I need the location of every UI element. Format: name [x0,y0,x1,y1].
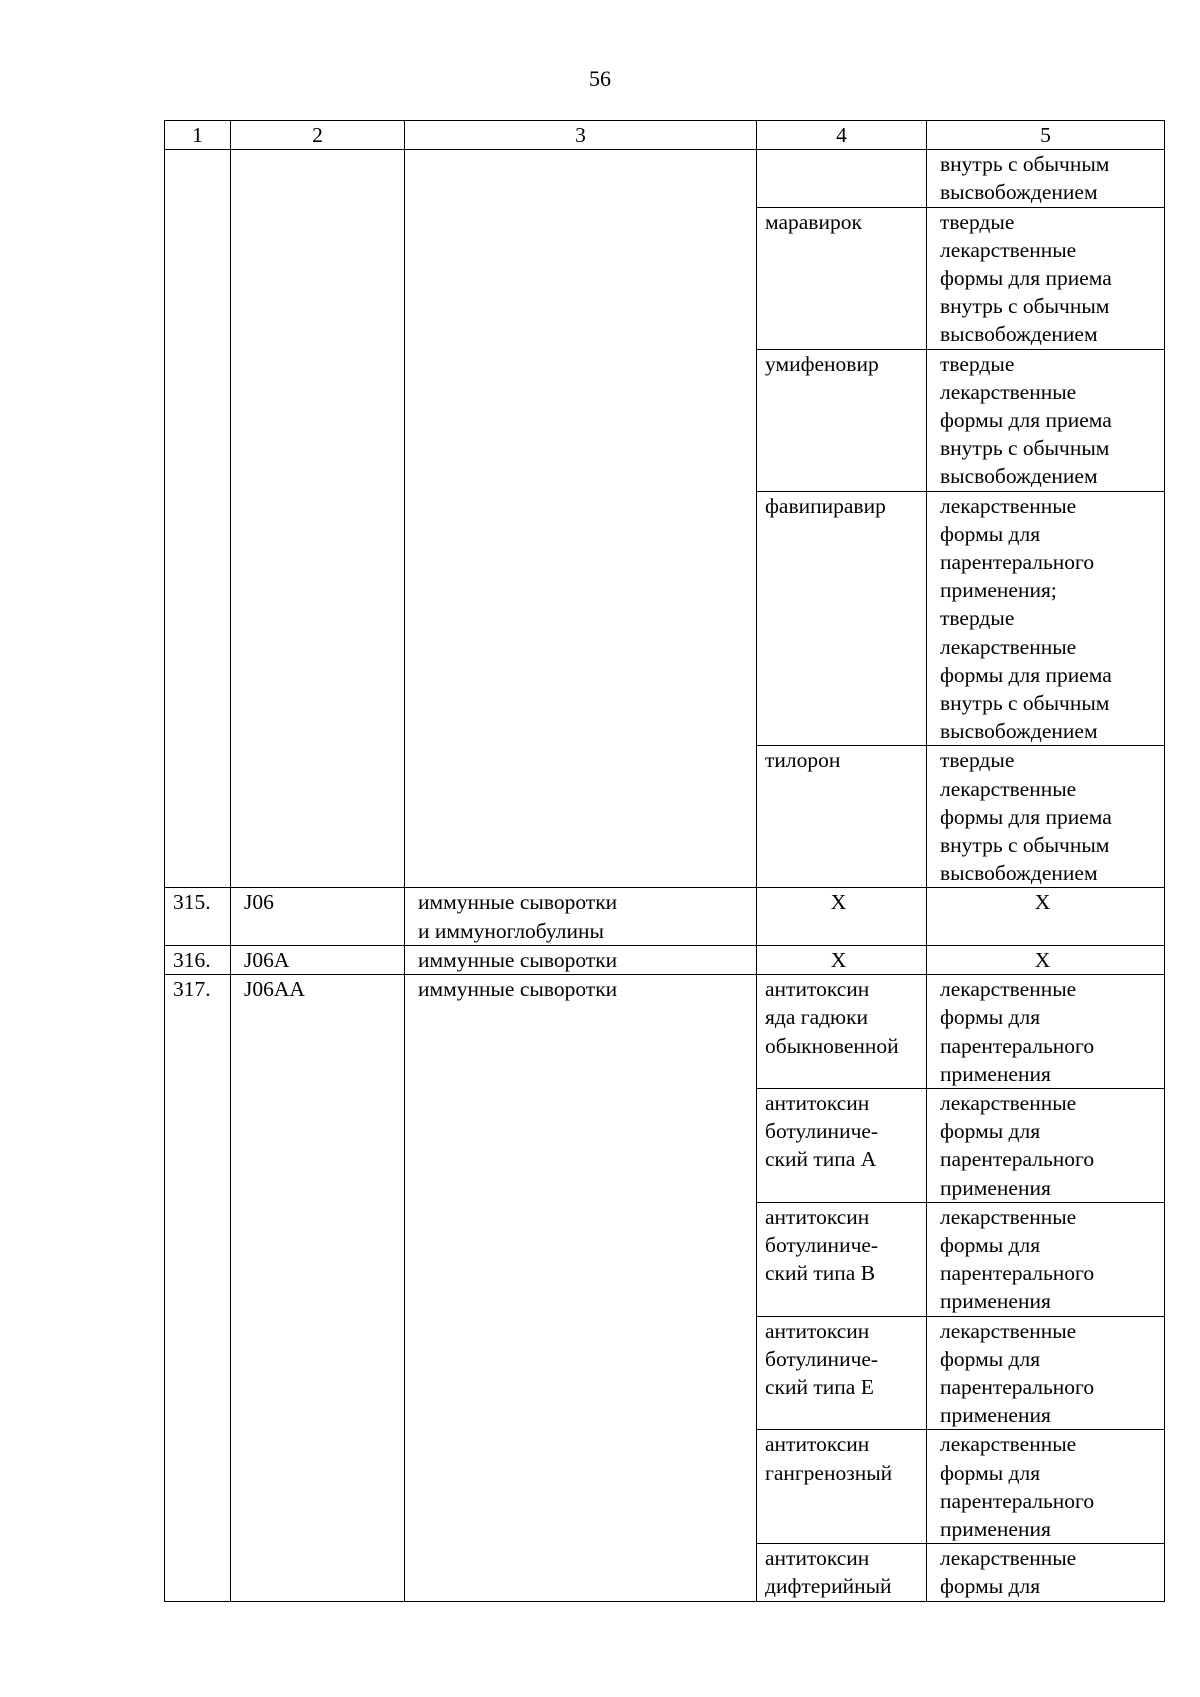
cell-text-line: формы для приема [940,804,1112,829]
cell-text-line: применения [940,1516,1051,1541]
cell-text-line: антитоксин [765,1204,870,1229]
cell-text-line: Х [1034,947,1051,972]
drug-name-cell [757,207,927,349]
table-row [165,150,1165,207]
cell-text-line: лекарственные [940,776,1077,801]
drug-name-cell [757,1088,927,1202]
dosage-form-cell [927,349,1165,491]
cell-text-line: антитоксин [765,977,870,1002]
dosage-form-cell [927,207,1165,349]
row-number-cell [165,888,231,945]
cell-text-line: применения [940,1403,1051,1428]
atc-code-cell [231,975,405,1601]
column-header-3 [405,121,757,150]
cell-text-line: лекарственные [940,379,1077,404]
drug-table [164,120,1165,1602]
cell-text-line: формы для [940,521,1041,546]
cell-text-line: антитоксин [765,1090,870,1115]
cell-text-line: лекарственные [940,1204,1077,1229]
cell-text-line: 5 [1040,123,1051,147]
header-row [165,121,1165,150]
dosage-form-cell [927,1316,1165,1430]
cell-text-line: твердые [940,606,1015,631]
cell-text-line: дифтерийный [765,1574,892,1599]
cell-text-line: формы для [940,1232,1041,1257]
cell-text-line: яда гадюки [765,1005,869,1030]
cell-text-line: высвобождением [940,322,1098,347]
row-number-cell [165,945,231,974]
cell-text-line: гангренозный [765,1460,893,1485]
cell-text-line: лекарственные [940,1090,1077,1115]
dosage-form-cell [927,150,1165,207]
drug-name-cell [757,491,927,746]
cell-text-line: высвобождением [940,861,1098,886]
cell-text-line: применения; [940,578,1057,603]
cell-text-line: лекарственные [940,977,1077,1002]
cell-text-line: высвобождением [940,719,1098,744]
cell-text-line: J06 [244,890,274,915]
cell-text-line: твердые [940,209,1015,234]
cell-text-line: ский типа А [765,1147,877,1172]
cell-text-line: внутрь с обычным [940,294,1110,319]
cell-text-line: и иммуноглобулины [418,918,604,943]
cell-text-line: лекарственные [940,237,1077,262]
cell-text-line: Х [1034,890,1051,915]
cell-text-line: 317. [173,977,211,1002]
drug-name-cell [757,1202,927,1316]
cell-text-line: Х [830,947,847,972]
cell-text-line: лекарственные [940,634,1077,659]
dosage-form-cell [927,1088,1165,1202]
cell-text-line: умифеновир [765,351,879,376]
group-name-cell [405,945,757,974]
cell-text-line: 316. [173,947,211,972]
cell-text-line: парентерального [940,1374,1095,1399]
drug-name-cell [757,349,927,491]
atc-code-cell [231,150,405,888]
dosage-form-cell [927,1544,1165,1601]
row-number-cell [165,975,231,1601]
cell-text-line: J06AA [244,977,305,1002]
cell-text-line: ботулиниче- [765,1119,879,1144]
cell-text-line: формы для приема [940,662,1112,687]
table-row [165,888,1165,945]
cell-text-line: обыкновенной [765,1033,899,1058]
dosage-form-cell [927,746,1165,888]
cell-text-line: парентерального [940,550,1095,575]
cell-text-line: формы для приема [940,408,1112,433]
dosage-form-cell [927,975,1165,1089]
cell-text-line: твердые [940,748,1015,773]
cell-text-line: J06A [244,947,290,972]
cell-text-line: парентерального [940,1488,1095,1513]
drug-name-cell [757,1316,927,1430]
cell-text-line: высвобождением [940,180,1098,205]
cell-text-line: 1 [192,123,203,147]
cell-text-line: антитоксин [765,1546,870,1571]
drug-name-cell [757,888,927,945]
cell-text-line: иммунные сыворотки [418,890,618,915]
cell-text-line: ботулиниче- [765,1346,879,1371]
drug-name-cell [757,975,927,1089]
drug-name-cell [757,1430,927,1544]
cell-text-line: формы для [940,1005,1041,1030]
dosage-form-cell [927,888,1165,945]
cell-text-line: формы для [940,1119,1041,1144]
dosage-form-cell [927,1430,1165,1544]
cell-text-line: фавипиравир [765,493,886,518]
column-header-4 [757,121,927,150]
cell-text-line: 315. [173,890,211,915]
cell-text-line: внутрь с обычным [940,833,1110,858]
cell-text-line: высвобождением [940,464,1098,489]
group-name-cell [405,150,757,888]
cell-text-line: формы для [940,1574,1041,1599]
cell-text-line: 2 [312,123,323,147]
cell-text-line: применения [940,1061,1051,1086]
cell-text-line: внутрь с обычным [940,152,1110,177]
group-name-cell [405,888,757,945]
cell-text-line: иммунные сыворотки [418,977,618,1002]
cell-text-line: Х [830,890,847,915]
cell-text-line: парентерального [940,1033,1095,1058]
cell-text-line: иммунные сыворотки [418,947,618,972]
drug-name-cell [757,150,927,207]
page-number: 56 [589,66,611,91]
column-header-1 [165,121,231,150]
cell-text-line: твердые [940,351,1015,376]
cell-text-line: ский типа Е [765,1374,874,1399]
cell-text-line: формы для [940,1346,1041,1371]
table-row [165,945,1165,974]
cell-text-line: внутрь с обычным [940,436,1110,461]
cell-text-line: 4 [836,123,847,147]
cell-text-line: ботулиниче- [765,1232,879,1257]
cell-text-line: 3 [575,123,586,147]
cell-text-line: тилорон [765,748,841,773]
dosage-form-cell [927,945,1165,974]
drug-name-cell [757,945,927,974]
drug-name-cell [757,746,927,888]
cell-text-line: лекарственные [940,1546,1077,1571]
table-row [165,975,1165,1089]
row-number-cell [165,150,231,888]
cell-text-line: лекарственные [940,493,1077,518]
cell-text-line: парентерального [940,1147,1095,1172]
cell-text-line: парентерального [940,1261,1095,1286]
cell-text-line: применения [940,1175,1051,1200]
drug-name-cell [757,1544,927,1601]
cell-text-line: формы для приема [940,266,1112,291]
cell-text-line: ский типа В [765,1261,876,1286]
cell-text-line: применения [940,1289,1051,1314]
cell-text-line: внутрь с обычным [940,691,1110,716]
cell-text-line: маравирок [765,209,862,234]
cell-text-line: формы для [940,1460,1041,1485]
dosage-form-cell [927,491,1165,746]
atc-code-cell [231,888,405,945]
column-header-5 [927,121,1165,150]
group-name-cell [405,975,757,1601]
dosage-form-cell [927,1202,1165,1316]
cell-text-line: антитоксин [765,1318,870,1343]
cell-text-line: лекарственные [940,1432,1077,1457]
cell-text-line: антитоксин [765,1432,870,1457]
cell-text-line: лекарственные [940,1318,1077,1343]
column-header-2 [231,121,405,150]
atc-code-cell [231,945,405,974]
